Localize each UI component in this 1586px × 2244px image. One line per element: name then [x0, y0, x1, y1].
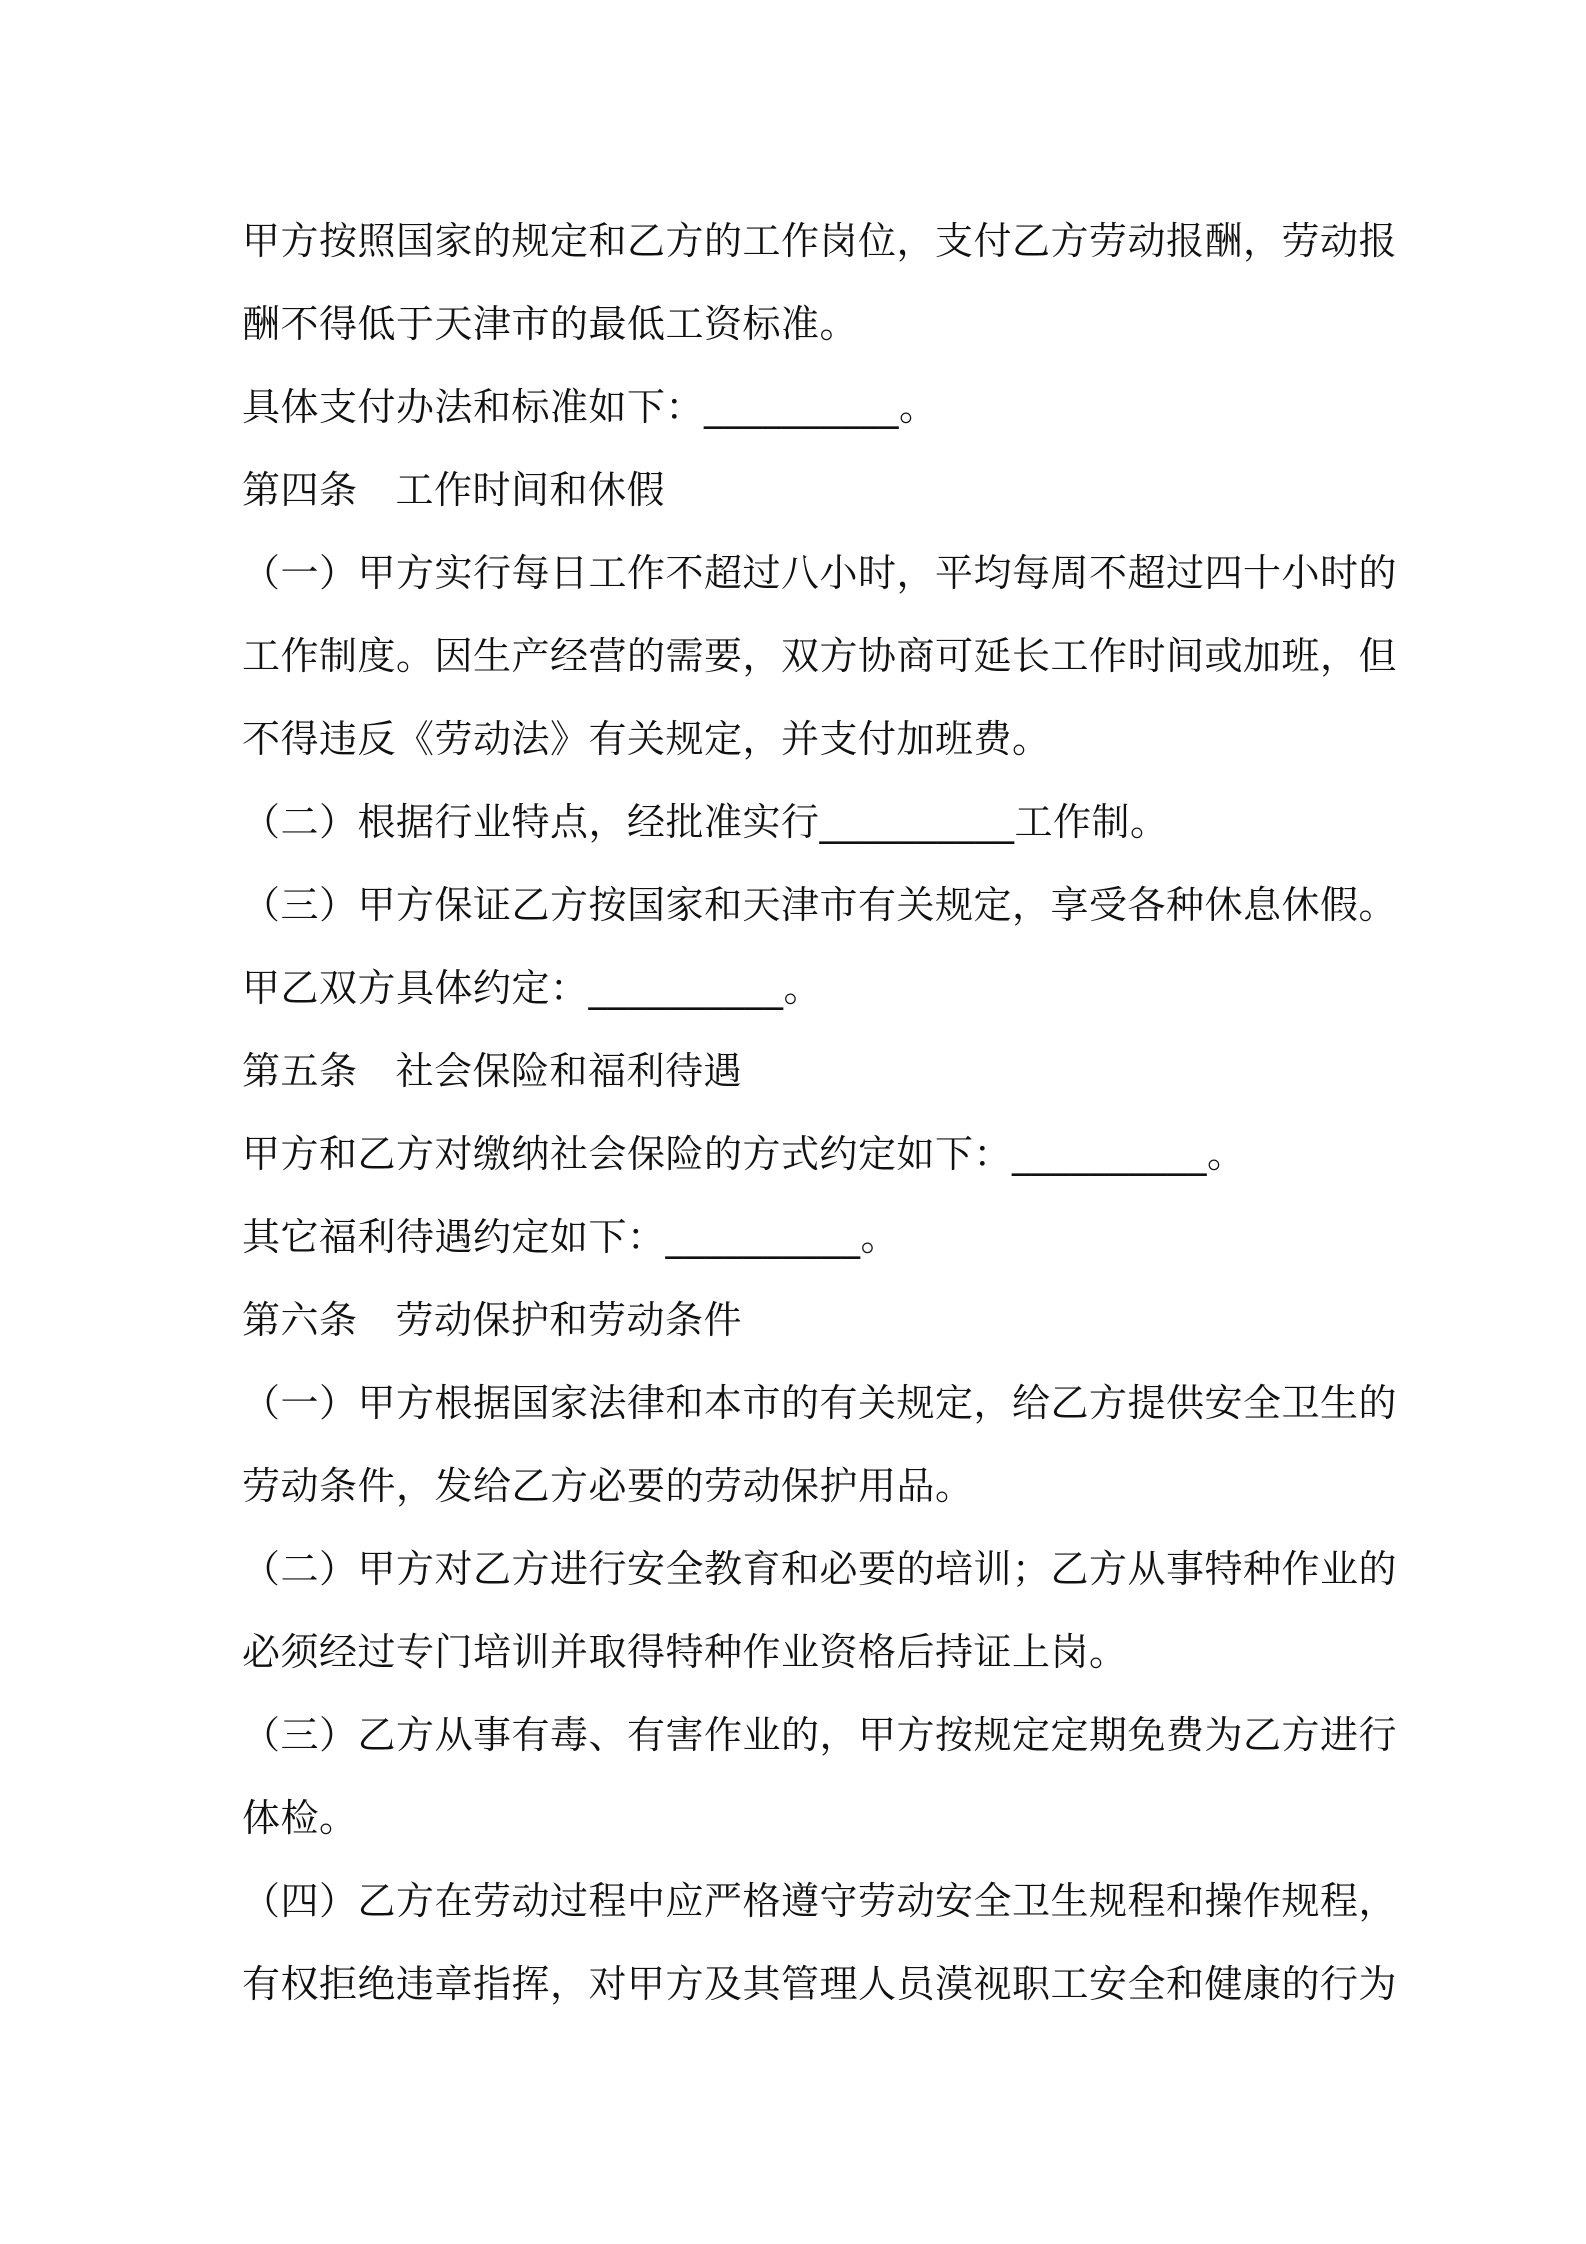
- paragraph-line: （四）乙方在劳动过程中应严格遵守劳动安全卫生规程和操作规程，: [242, 1879, 1398, 1923]
- paragraph-line: 具体支付办法和标准如下：__________。: [242, 385, 938, 429]
- paragraph-line: 甲方按照国家的规定和乙方的工作岗位，支付乙方劳动报酬，劳动报: [242, 219, 1398, 263]
- section-title: 社会保险和福利待遇: [395, 1049, 743, 1093]
- paragraph-line: （二）甲方对乙方进行安全教育和必要的培训；乙方从事特种作业的: [242, 1547, 1398, 1591]
- paragraph-line: 工作制度。因生产经营的需要，双方协商可延长工作时间或加班，但: [242, 634, 1398, 678]
- paragraph-line: （三）乙方从事有毒、有害作业的，甲方按规定定期免费为乙方进行: [242, 1713, 1398, 1757]
- document-body: [242, 200, 1398, 2026]
- paragraph-line: 体检。: [242, 1796, 358, 1840]
- paragraph-line: 酬不得低于天津市的最低工资标准。: [242, 302, 859, 346]
- paragraph-line: （二）根据行业特点，经批准实行__________工作制。: [242, 800, 1169, 844]
- paragraph-line: 其它福利待遇约定如下：__________。: [242, 1215, 900, 1259]
- section-number: 第五条: [242, 1049, 358, 1093]
- section-title: 劳动保护和劳动条件: [395, 1298, 743, 1342]
- paragraph-line: 不得违反《劳动法》有关规定，并支付加班费。: [242, 717, 1051, 761]
- paragraph-line: 甲乙双方具体约定：__________。: [242, 966, 823, 1010]
- section-heading-6: [242, 1279, 1362, 1362]
- section-heading-4: [242, 449, 1362, 532]
- section-number: 第六条: [242, 1298, 358, 1342]
- paragraph-line: （一）甲方实行每日工作不超过八小时，平均每周不超过四十小时的: [242, 551, 1398, 595]
- paragraph-line: （一）甲方根据国家法律和本市的有关规定，给乙方提供安全卫生的: [242, 1381, 1398, 1425]
- section-heading-5: [242, 1030, 1362, 1113]
- paragraph-line: 有权拒绝违章指挥，对甲方及其管理人员漠视职工安全和健康的行为: [242, 1962, 1398, 2006]
- section-number: 第四条: [242, 468, 358, 512]
- paragraph-line: 必须经过专门培训并取得特种作业资格后持证上岗。: [242, 1630, 1128, 1674]
- paragraph-line: 甲方和乙方对缴纳社会保险的方式约定如下：__________。: [242, 1132, 1246, 1176]
- section-title: 工作时间和休假: [395, 468, 666, 512]
- paragraph-line: （三）甲方保证乙方按国家和天津市有关规定，享受各种休息休假。: [242, 883, 1398, 927]
- paragraph-line: 劳动条件，发给乙方必要的劳动保护用品。: [242, 1464, 974, 1508]
